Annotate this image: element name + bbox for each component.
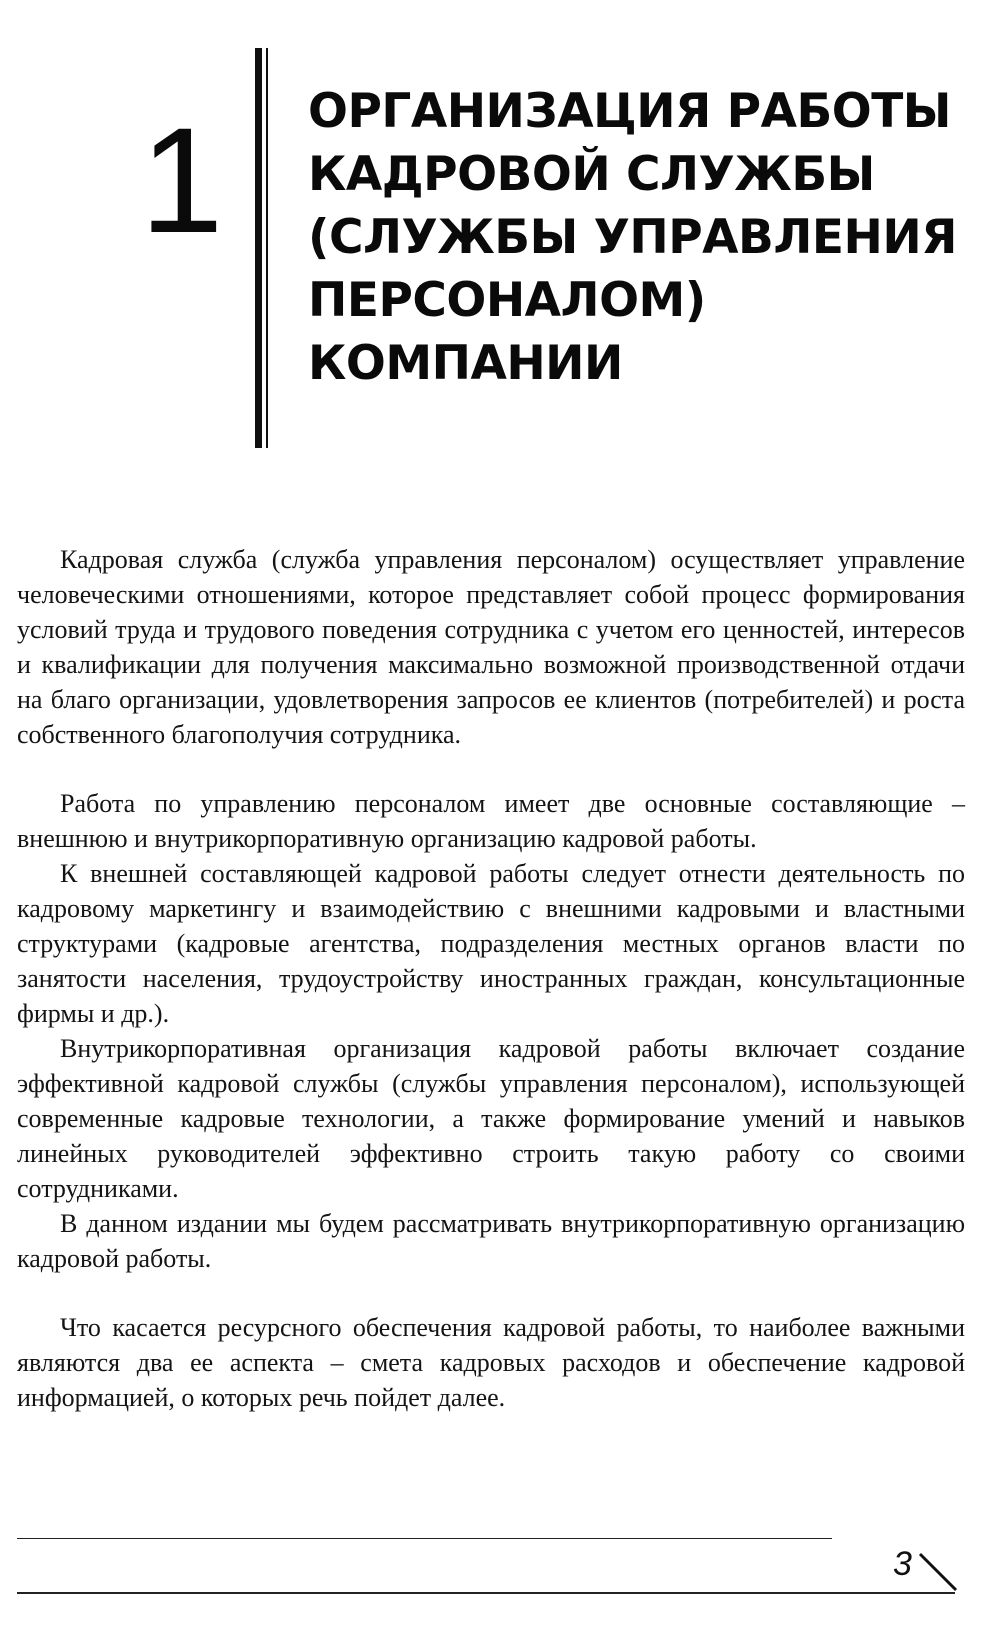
paragraph: Что касается ресурсного обеспечения кадровой работы, то наиболее важными являются два ее аспекта – смета кадровых расходов и обеспечение кадровой информацией, о которых речь пойдет далее. bbox=[17, 1313, 965, 1412]
paragraph: К внешней составляющей кадровой работы следует отнести деятельность по кадровому маркетингу и взаимодействию с внешними кадровыми и властными структурами (кадровые агентства, подразделения местных органов власти по занятости населения, трудоустройству иностранных граждан, консультационные фирмы и др.). bbox=[17, 859, 965, 1028]
footer-rule-top bbox=[17, 1538, 832, 1539]
chapter-title bbox=[308, 80, 988, 395]
chapter-title-line: ОРГАНИЗАЦИЯ РАБОТЫ bbox=[308, 84, 952, 139]
chapter-title-line: (СЛУЖБЫ УПРАВЛЕНИЯ bbox=[308, 210, 957, 265]
chapter-number: 1 bbox=[140, 96, 220, 264]
footer-rule-bottom bbox=[17, 1592, 955, 1594]
paragraph: В данном издании мы будем рассматривать внутрикорпоративную организацию кадровой работы. bbox=[17, 1209, 965, 1273]
paragraph: Работа по управлению персоналом имеет две основные составляющие – внешнюю и внутрикорпоративную организацию кадровой работы. bbox=[17, 789, 965, 853]
body-text bbox=[17, 542, 965, 1415]
chapter-title-line: КАДРОВОЙ СЛУЖБЫ bbox=[308, 147, 875, 202]
page-corner-mark-icon bbox=[918, 1552, 958, 1592]
chapter-title-line: ПЕРСОНАЛОМ) bbox=[308, 273, 706, 328]
page-number: 3 bbox=[893, 1545, 912, 1583]
chapter-divider-thick bbox=[255, 48, 262, 448]
paragraph: Кадровая служба (служба управления персоналом) осуществляет управление человеческими отношениями, которое представляет собой процесс формирования условий труда и трудового поведения сотрудника с учетом его ценностей, интересов и квалификации для получения максимально возможной производственной отдачи на благо организации, удовлетворения запросов ее клиентов (потребителей) и роста собственного благополучия сотрудника. bbox=[17, 545, 965, 749]
chapter-title-line: КОМПАНИИ bbox=[308, 336, 623, 391]
paragraph: Внутрикорпоративная организация кадровой работы включает создание эффективной кадровой службы (службы управления персоналом), использующей современные кадровые технологии, а также формирование умений и навыков линейных руководителей эффективно строить такую работу со своими сотрудниками. bbox=[17, 1034, 965, 1203]
chapter-divider-thin bbox=[266, 48, 268, 448]
